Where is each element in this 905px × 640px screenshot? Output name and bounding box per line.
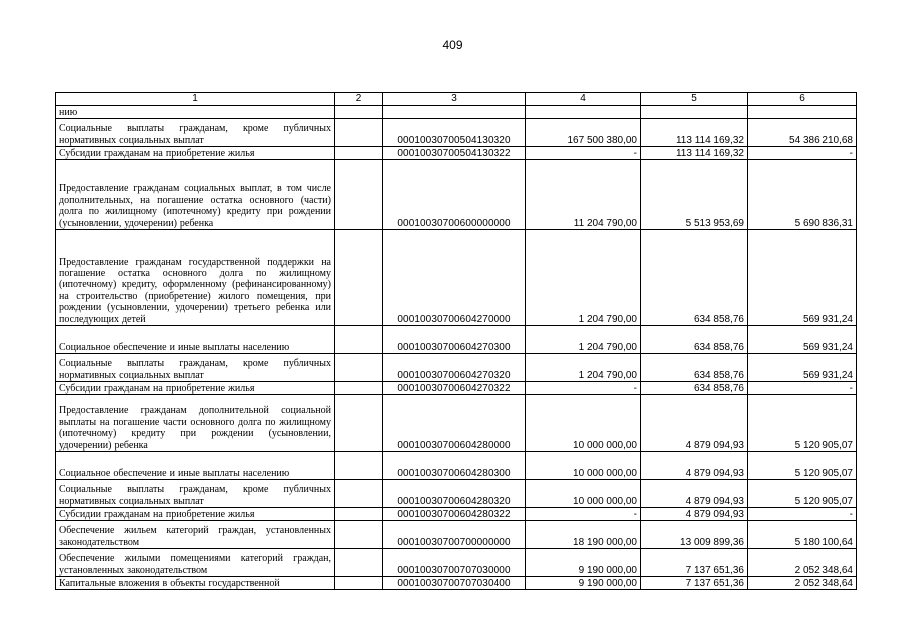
- row-col5: 13 009 899,36: [641, 521, 748, 549]
- table-row: [56, 577, 857, 590]
- row-code: 00010030700707030400: [383, 577, 526, 590]
- row-name: Субсидии гражданам на приобретение жилья: [56, 382, 335, 395]
- row-col5: 7 137 651,36: [641, 577, 748, 590]
- row-col4: 1 204 790,00: [526, 354, 641, 382]
- row-col5: 7 137 651,36: [641, 549, 748, 577]
- column-header: 1: [56, 93, 335, 106]
- row-code: 00010030700700000000: [383, 521, 526, 549]
- row-code: 00010030700504130322: [383, 147, 526, 160]
- row-col6: 5 180 100,64: [748, 521, 857, 549]
- row-col6: 569 931,24: [748, 230, 857, 326]
- row-name: Социальные выплаты гражданам, кроме публичных нормативных социальных выплат: [56, 119, 335, 147]
- table-row: [56, 160, 857, 230]
- row-col2: [335, 549, 383, 577]
- row-name: Социальное обеспечение и иные выплаты населению: [56, 452, 335, 480]
- row-code: 00010030700604270300: [383, 326, 526, 354]
- row-col4: 10 000 000,00: [526, 452, 641, 480]
- row-name: Предоставление гражданам дополнительной социальной выплаты на погашение части основного долга по жилищному (ипотечному) кредиту при рождении (усыновлении, удочерении) ребенка: [56, 395, 335, 452]
- row-code: 00010030700504130320: [383, 119, 526, 147]
- row-col4: 10 000 000,00: [526, 480, 641, 508]
- row-col4: -: [526, 147, 641, 160]
- row-name: нию: [56, 106, 335, 119]
- row-col5: 5 513 953,69: [641, 160, 748, 230]
- budget-table: [55, 92, 857, 590]
- row-code: 00010030700604280322: [383, 508, 526, 521]
- table-row: [56, 382, 857, 395]
- column-header: 4: [526, 93, 641, 106]
- row-col6: -: [748, 147, 857, 160]
- row-name: Капитальные вложения в объекты государственной: [56, 577, 335, 590]
- row-col4: 1 204 790,00: [526, 230, 641, 326]
- row-col5: 113 114 169,32: [641, 147, 748, 160]
- row-col2: [335, 147, 383, 160]
- row-code: 00010030700604280300: [383, 452, 526, 480]
- row-code: 00010030700600000000: [383, 160, 526, 230]
- row-col6: 5 690 836,31: [748, 160, 857, 230]
- row-name: Обеспечение жильем категорий граждан, установленных законодательством: [56, 521, 335, 549]
- row-col5: [641, 106, 748, 119]
- row-col2: [335, 508, 383, 521]
- table-row: [56, 395, 857, 452]
- row-col6: 2 052 348,64: [748, 577, 857, 590]
- row-col2: [335, 521, 383, 549]
- row-col6: 54 386 210,68: [748, 119, 857, 147]
- row-col2: [335, 395, 383, 452]
- row-col4: 9 190 000,00: [526, 577, 641, 590]
- row-col4: [526, 106, 641, 119]
- page-number: 409: [442, 38, 463, 52]
- row-code: 00010030700604270000: [383, 230, 526, 326]
- row-col2: [335, 106, 383, 119]
- row-col2: [335, 382, 383, 395]
- row-col4: -: [526, 508, 641, 521]
- row-col5: 4 879 094,93: [641, 452, 748, 480]
- row-col4: -: [526, 382, 641, 395]
- table-row: [56, 326, 857, 354]
- row-col5: 634 858,76: [641, 354, 748, 382]
- row-name: Предоставление гражданам государственной поддержки на погашение остатка основного долга по жилищному (ипотечному) кредиту, оформленному (рефинансированному) на строительство (приобретение) жилого помещения, при рождении (усыновлении, удочерении) третьего ребенка или последующих детей: [56, 230, 335, 326]
- column-header: 3: [383, 93, 526, 106]
- table-row: [56, 147, 857, 160]
- row-code: 00010030700604280000: [383, 395, 526, 452]
- row-code: 00010030700604270322: [383, 382, 526, 395]
- row-col6: 5 120 905,07: [748, 395, 857, 452]
- row-col4: 10 000 000,00: [526, 395, 641, 452]
- row-col5: 4 879 094,93: [641, 395, 748, 452]
- table-row: [56, 354, 857, 382]
- row-col5: 634 858,76: [641, 230, 748, 326]
- row-col2: [335, 452, 383, 480]
- row-name: Социальные выплаты гражданам, кроме публичных нормативных социальных выплат: [56, 480, 335, 508]
- column-header: 2: [335, 93, 383, 106]
- row-col6: [748, 106, 857, 119]
- row-code: 00010030700707030000: [383, 549, 526, 577]
- row-col6: 5 120 905,07: [748, 452, 857, 480]
- row-col6: 5 120 905,07: [748, 480, 857, 508]
- table-row: [56, 521, 857, 549]
- table-row: [56, 480, 857, 508]
- row-col5: 4 879 094,93: [641, 480, 748, 508]
- row-col2: [335, 326, 383, 354]
- row-col6: -: [748, 508, 857, 521]
- row-col2: [335, 230, 383, 326]
- row-name: Субсидии гражданам на приобретение жилья: [56, 147, 335, 160]
- row-col6: 569 931,24: [748, 326, 857, 354]
- row-col6: 2 052 348,64: [748, 549, 857, 577]
- row-name: Социальное обеспечение и иные выплаты населению: [56, 326, 335, 354]
- table-row: [56, 452, 857, 480]
- table-row: [56, 230, 857, 326]
- row-col6: 569 931,24: [748, 354, 857, 382]
- row-col5: 634 858,76: [641, 326, 748, 354]
- row-col6: -: [748, 382, 857, 395]
- row-code: [383, 106, 526, 119]
- row-col5: 634 858,76: [641, 382, 748, 395]
- row-code: 00010030700604280320: [383, 480, 526, 508]
- table-header-row: [56, 93, 857, 106]
- row-col2: [335, 577, 383, 590]
- row-col4: 167 500 380,00: [526, 119, 641, 147]
- row-name: Субсидии гражданам на приобретение жилья: [56, 508, 335, 521]
- row-col2: [335, 119, 383, 147]
- row-col2: [335, 480, 383, 508]
- row-code: 00010030700604270320: [383, 354, 526, 382]
- table-row: [56, 106, 857, 119]
- column-header: 6: [748, 93, 857, 106]
- row-col4: 9 190 000,00: [526, 549, 641, 577]
- row-name: Социальные выплаты гражданам, кроме публичных нормативных социальных выплат: [56, 354, 335, 382]
- table-row: [56, 119, 857, 147]
- row-col4: 18 190 000,00: [526, 521, 641, 549]
- table-row: [56, 549, 857, 577]
- row-name: Предоставление гражданам социальных выплат, в том числе дополнительных, на погашение остатка основного (части) долга по жилищному (ипотечному) кредиту при рождении (усыновлении, удочерении) ребенка: [56, 160, 335, 230]
- column-header: 5: [641, 93, 748, 106]
- row-name: Обеспечение жилыми помещениями категорий граждан, установленных законодательством: [56, 549, 335, 577]
- row-col4: 1 204 790,00: [526, 326, 641, 354]
- row-col2: [335, 354, 383, 382]
- row-col5: 113 114 169,32: [641, 119, 748, 147]
- row-col4: 11 204 790,00: [526, 160, 641, 230]
- row-col5: 4 879 094,93: [641, 508, 748, 521]
- table-row: [56, 508, 857, 521]
- row-col2: [335, 160, 383, 230]
